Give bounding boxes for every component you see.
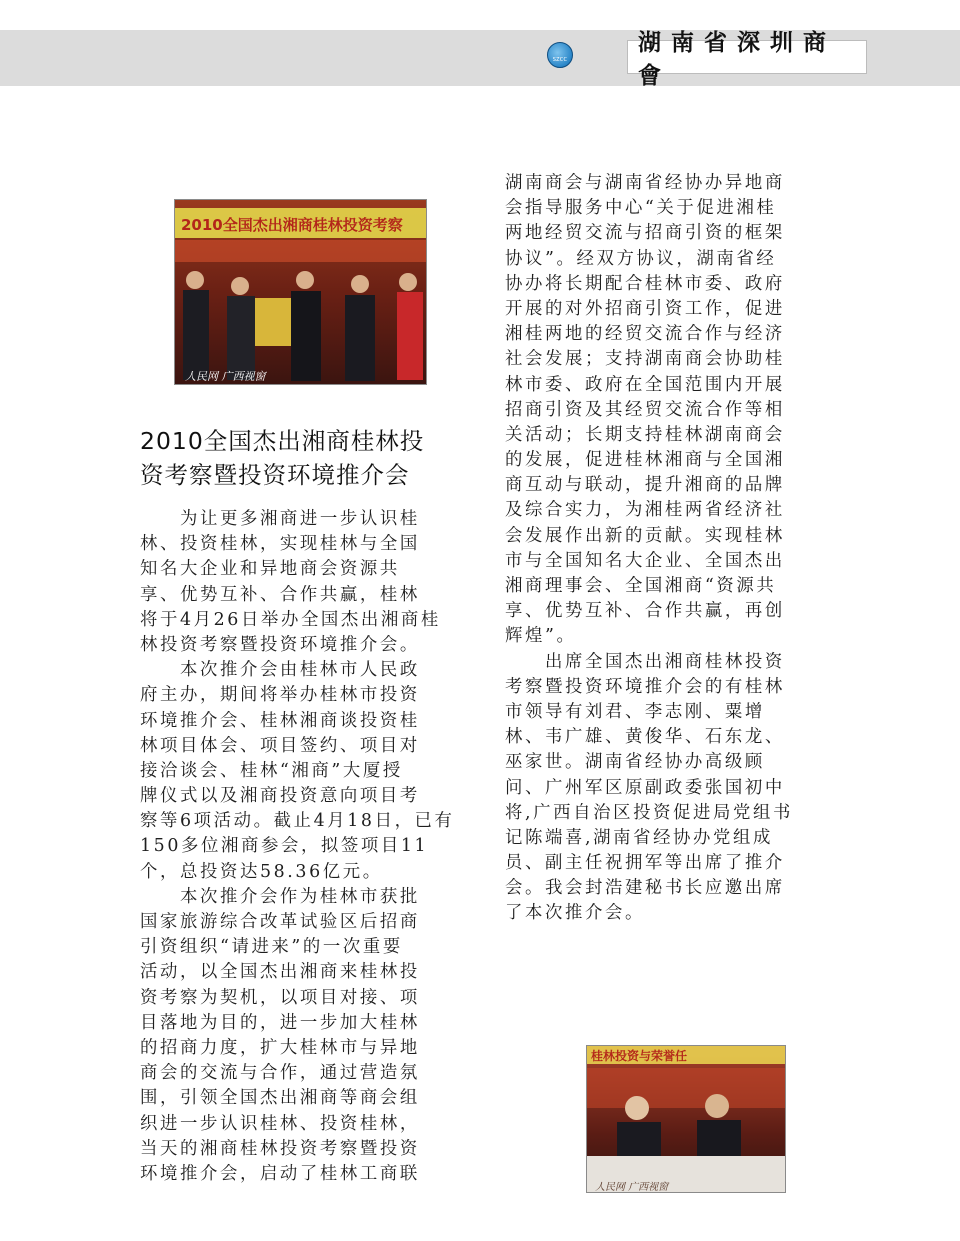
body-text-line: 牌仪式以及湘商投资意向项目考 [140,786,420,807]
body-text-line: 资考察为契机，以项目对接、项 [140,987,420,1008]
body-text-line: 湖南商会与湖南省经协办异地商 [505,173,785,193]
body-text-line: 享、优势互补、合作共赢，桂林 [140,584,420,605]
body-text-line: 将于4月26日举办全国杰出湘商桂 [140,609,441,630]
body-text-line: 林、韦广雄、黄俊华、石东龙、 [505,727,785,748]
body-text-line: 协议”。经双方协议，湖南省经 [505,248,777,269]
body-text-line: 林投资考察暨投资环境推介会。 [140,634,420,655]
photo1-watermark: 人民网 广西视窗 [185,370,266,383]
body-text-line: 会指导服务中心“关于促进湘桂 [505,198,777,219]
body-text-line: 协办将长期配合桂林市委、政府 [505,273,785,294]
body-text-line: 林市委、政府在全国范围内开展 [505,374,785,395]
body-text-line: 湘桂两地的经贸交流合作与经济 [505,324,785,345]
body-text-line: 环境推介会，启动了桂林工商联 [140,1163,420,1184]
body-text-line: 市领导有刘君、李志刚、粟增 [505,701,765,722]
body-text-line: 织进一步认识桂林、投资桂林， [140,1113,420,1134]
body-text-line: 150多位湘商参会，拟签项目11 [140,836,429,857]
photo2-banner-text: 桂林投资与荣誉任 [591,1049,688,1063]
event-photo-top [174,199,427,385]
body-text-line: 关活动；长期支持桂林湖南商会 [505,424,785,445]
body-text-line: 了本次推介会。 [505,903,645,924]
article-title-line: 2010全国杰出湘商桂林投 [140,427,425,455]
body-text-line: 知名大企业和异地商会资源共 [140,559,400,580]
article-body-right-column [505,171,821,927]
body-text-line: 察等6项活动。截止4月18日，已有 [140,811,455,832]
body-text-line: 本次推介会由桂林市人民政 [140,660,420,681]
article-body-left-column [140,507,456,1187]
body-text-line: 招商引资及其经贸交流合作等相 [505,399,785,420]
body-text-line: 商互动与联动，提升湘商的品牌 [505,475,785,496]
body-text-line: 的招商力度，扩大桂林市与异地 [140,1037,420,1058]
body-text-line: 享、优势互补、合作共赢，再创 [505,601,785,622]
article-title [140,424,470,492]
body-text-line: 林项目体会、项目签约、项目对 [140,735,420,756]
body-text-line: 林、投资桂林，实现桂林与全国 [140,534,420,555]
body-text-line: 会。我会封浩建秘书长应邀出席 [505,878,785,899]
event-photo-bottom [586,1045,786,1193]
body-text-line: 湘商理事会、全国湘商“资源共 [505,576,777,596]
chamber-name-box [627,29,867,89]
body-text-line: 个，总投资达58.36亿元。 [140,861,383,882]
body-text-line: 两地经贸交流与招商引资的框架 [505,223,785,244]
body-text-line: 及综合实力，为湘桂两省经济社 [505,500,785,521]
body-text-line: 开展的对外招商引资工作，促进 [505,298,785,319]
body-text-line: 活动，以全国杰出湘商来桂林投 [140,962,420,983]
body-text-line: 的发展，促进桂林湘商与全国湘 [505,450,785,471]
chamber-logo [547,42,573,68]
body-text-line: 当天的湘商桂林投资考察暨投资 [140,1138,420,1159]
body-text-line: 记陈端喜,湖南省经协办党组成 [505,827,774,848]
body-text-line: 本次推介会作为桂林市获批 [140,886,420,907]
body-text-line: 接洽谈会、桂林“湘商”大厦授 [140,760,403,781]
body-text-line: 府主办，期间将举办桂林市投资 [140,685,420,706]
event-photo-bottom-image [587,1046,786,1193]
body-text-line: 引资组织“请进来”的一次重要 [140,937,403,958]
body-text-line: 目落地为目的，进一步加大桂林 [140,1012,420,1033]
body-text-line: 市与全国知名大企业、全国杰出 [505,550,785,571]
chamber-name: 湖南省深圳商會 [638,29,836,89]
body-text-line: 环境推介会、桂林湘商谈投资桂 [140,710,420,731]
body-text-line: 考察暨投资环境推介会的有桂林 [505,676,785,697]
body-text-line: 社会发展；支持湖南商会协助桂 [505,349,785,370]
photo2-watermark: 人民网 广西视窗 [595,1182,669,1193]
body-text-line: 会发展作出新的贡献。实现桂林 [505,525,785,546]
photo1-banner-text: 2010全国杰出湘商桂林投资考察 [181,216,403,234]
body-text-line: 国家旅游综合改革试验区后招商 [140,912,420,932]
body-text-line: 将,广西自治区投资促进局党组书 [505,802,793,823]
body-text-line: 出席全国杰出湘商桂林投资 [505,651,785,672]
body-text-line: 巫家世。湖南省经协办高级顾 [505,752,765,773]
body-text-line: 围，引领全国杰出湘商等商会组 [140,1088,420,1109]
body-text-line: 为让更多湘商进一步认识桂 [140,509,420,529]
body-text-line: 辉煌”。 [505,626,577,647]
event-photo-top-image [175,200,427,385]
logo-text: SZCC [552,57,568,63]
body-text-line: 商会的交流与合作，通过营造氛 [140,1063,420,1084]
article-title-line: 资考察暨投资环境推介会 [140,461,410,489]
body-text-line: 员、副主任祝拥军等出席了推介 [505,853,785,874]
body-text-line: 问、广州军区原副政委张国初中 [505,777,785,798]
